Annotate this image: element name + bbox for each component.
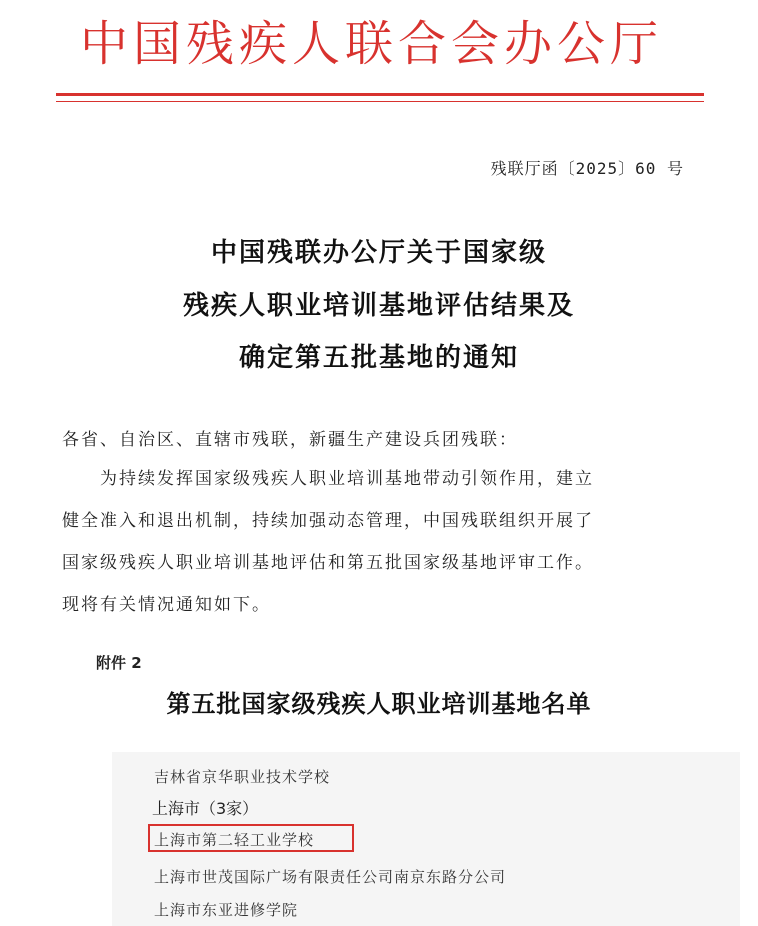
document-title-line-2: 残疾人职业培训基地评估结果及 <box>182 291 575 321</box>
document-number: 残联厅函〔2025〕60 号 <box>490 159 684 178</box>
header-red-rule-thin <box>56 101 704 102</box>
attachment-title: 第五批国家级残疾人职业培训基地名单 <box>166 689 592 718</box>
organization-header: 中国残疾人联合会办公厅 <box>80 16 664 72</box>
list-item-highlighted: 上海市第二轻工业学校 <box>154 831 315 849</box>
list-item: 上海市东亚进修学院 <box>154 901 299 919</box>
list-city-heading: 上海市（3家） <box>152 799 259 818</box>
document-title-line-3: 确定第五批基地的通知 <box>238 343 519 373</box>
body-line-1: 为持续发挥国家级残疾人职业培训基地带动引领作用，建立 <box>100 469 594 489</box>
list-item: 吉林省京华职业技术学校 <box>154 768 331 786</box>
body-line-4: 现将有关情况通知如下。 <box>62 595 271 615</box>
list-item: 上海市世茂国际广场有限责任公司南京东路分公司 <box>154 868 507 886</box>
salutation: 各省、自治区、直辖市残联，新疆生产建设兵团残联： <box>62 430 518 450</box>
header-red-rule-thick <box>56 93 704 96</box>
attachment-label: 附件 2 <box>96 654 142 672</box>
document-title-line-1: 中国残联办公厅关于国家级 <box>210 238 547 268</box>
body-line-2: 健全准入和退出机制，持续加强动态管理，中国残联组织开展了 <box>62 511 594 531</box>
body-line-3: 国家级残疾人职业培训基地评估和第五批国家级基地评审工作。 <box>62 553 594 573</box>
